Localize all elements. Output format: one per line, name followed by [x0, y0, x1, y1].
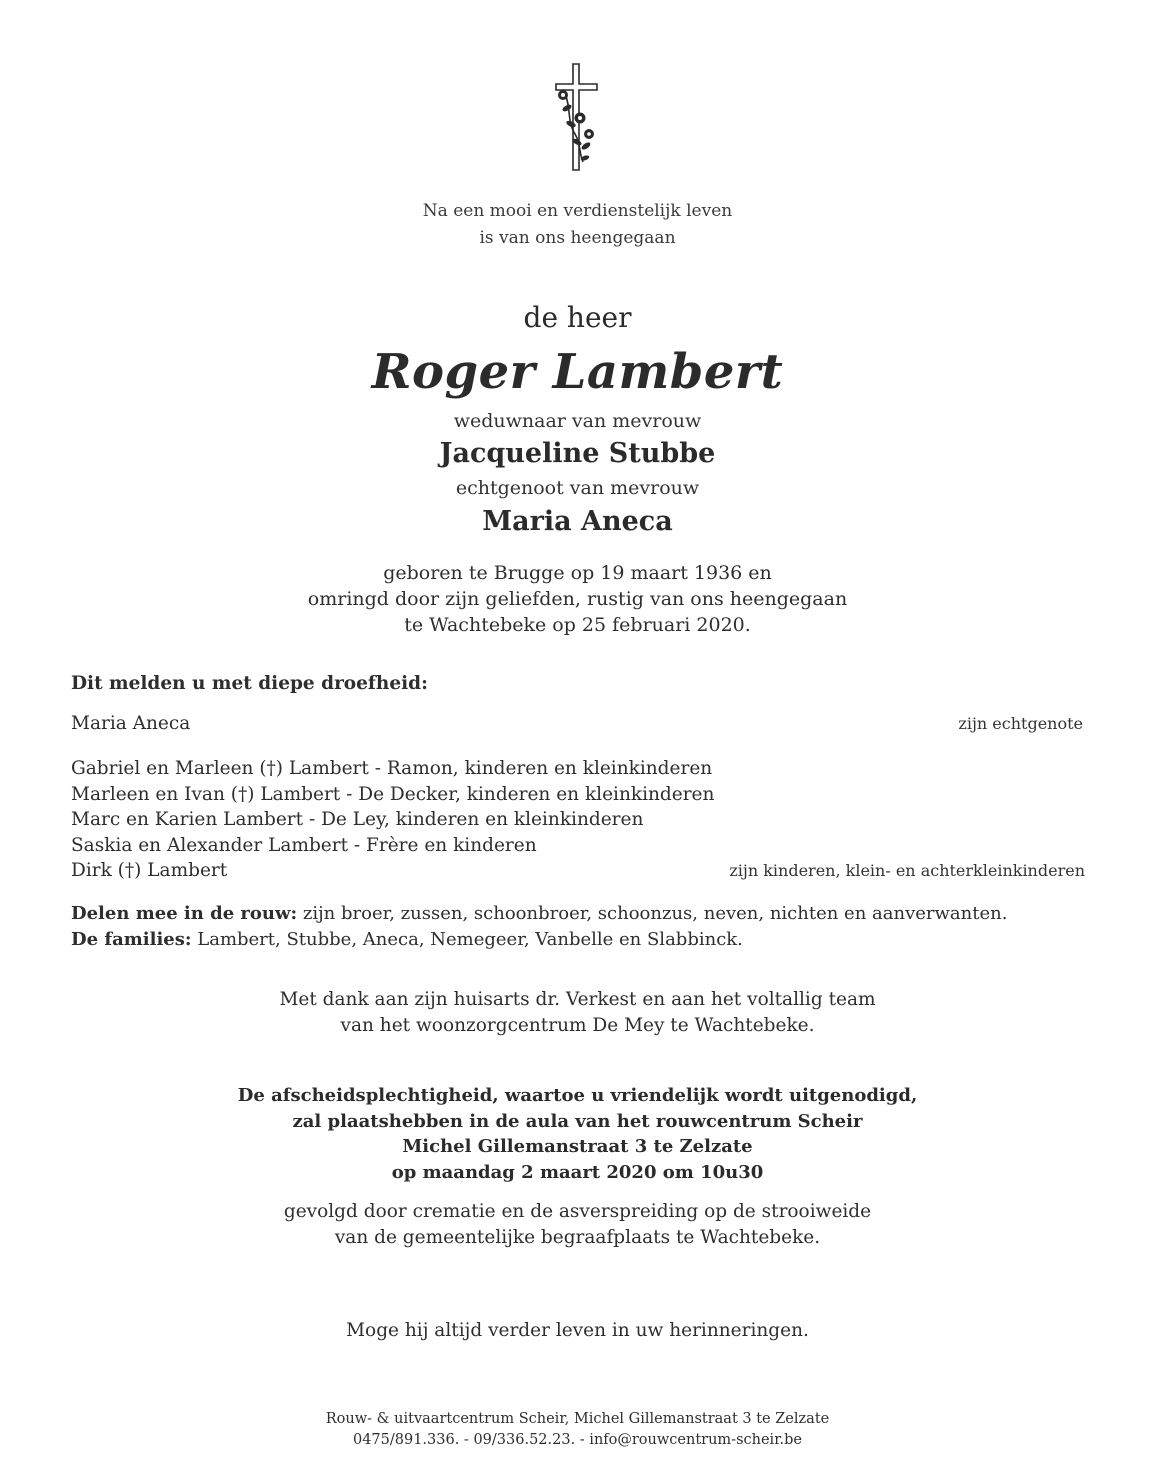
cross-with-roses-icon: [553, 62, 603, 174]
footer: [0, 1409, 1155, 1451]
birth-death-line: omringd door zijn geliefden, rustig van ons heengegaan: [307, 588, 848, 610]
families-text: Lambert, Stubbe, Aneca, Nemegeer, Vanbelle en Slabbinck.: [191, 928, 743, 950]
list-item: Marc en Karien Lambert - De Ley, kinderen en kleinkinderen: [71, 809, 644, 830]
closing-text: Moge hij altijd verder leven in uw herinneringen.: [346, 1320, 809, 1341]
spouse-row-name: Maria Aneca: [71, 713, 191, 734]
intro-line: is van ons heengegaan: [479, 228, 676, 248]
footer-address: Rouw- & uitvaartcentrum Scheir, Michel Gillemanstraat 3 te Zelzate: [325, 1411, 830, 1427]
ceremony-text: [0, 1083, 1155, 1185]
deceased-name: Roger Lambert: [371, 344, 784, 400]
thanks-text: [0, 987, 1155, 1039]
spouse-row-relation: zijn echtgenote: [958, 714, 1083, 733]
cremation-line: van de gemeentelijke begraafplaats te Wachtebeke.: [334, 1227, 821, 1248]
spouse-row: [71, 711, 1083, 737]
share-label: Delen mee in de rouw:: [71, 903, 298, 924]
families-label: De families:: [71, 928, 192, 950]
footer-contact: 0475/891.336. - 09/336.52.23. - info@rouwcentrum-scheir.be: [352, 1432, 803, 1448]
intro-line: Na een mooi en verdienstelijk leven: [422, 201, 733, 221]
share-mourning: [71, 901, 1007, 952]
list-item: Gabriel en Marleen (†) Lambert - Ramon, kinderen en kleinkinderen: [71, 758, 713, 779]
birth-death-line: geboren te Brugge op 19 maart 1936 en: [383, 562, 772, 584]
deceased-title: de heer: [523, 301, 632, 334]
children-last-row: [71, 858, 1085, 884]
ceremony-line: De afscheidsplechtigheid, waartoe u vriendelijk wordt uitgenodigd,: [237, 1085, 918, 1106]
thanks-line: van het woonzorgcentrum De Mey te Wachtebeke.: [340, 1015, 815, 1036]
relation-husband: echtgenoot van mevrouw: [455, 477, 700, 499]
families-line: [71, 927, 1007, 953]
share-text: zijn broer, zussen, schoonbroer, schoonzus, neven, nichten en aanverwanten.: [297, 903, 1008, 924]
list-item: Marleen en Ivan (†) Lambert - De Decker, kinderen en kleinkinderen: [71, 783, 715, 805]
late-spouse-name: Jacqueline Stubbe: [439, 438, 716, 469]
thanks-line: Met dank aan zijn huisarts dr. Verkest en aan het voltallig team: [279, 989, 876, 1010]
list-item: Dirk (†) Lambert: [71, 860, 228, 881]
list-item: Saskia en Alexander Lambert - Frère en kinderen: [71, 834, 537, 856]
relation-widower: weduwnaar van mevrouw: [453, 410, 702, 432]
children-list: [71, 756, 714, 858]
ceremony-line: Michel Gillemanstraat 3 te Zelzate: [402, 1136, 753, 1157]
share-line: [71, 901, 1007, 927]
birth-death-line: te Wachtebeke op 25 februari 2020.: [404, 614, 751, 636]
children-relation: zijn kinderen, klein- en achterkleinkinderen: [729, 861, 1085, 880]
birth-death-text: [0, 560, 1155, 638]
cremation-line: gevolgd door crematie en de asverspreiding op de strooiweide: [283, 1201, 872, 1222]
ceremony-line: zal plaatshebben in de aula van het rouwcentrum Scheir: [292, 1110, 863, 1132]
spouse-name: Maria Aneca: [482, 506, 673, 537]
intro-text: [0, 198, 1155, 252]
ceremony-line: op maandag 2 maart 2020 om 10u30: [391, 1161, 764, 1183]
cremation-text: [0, 1199, 1155, 1251]
announcement-heading: Dit melden u met diepe droefheid:: [71, 673, 428, 694]
